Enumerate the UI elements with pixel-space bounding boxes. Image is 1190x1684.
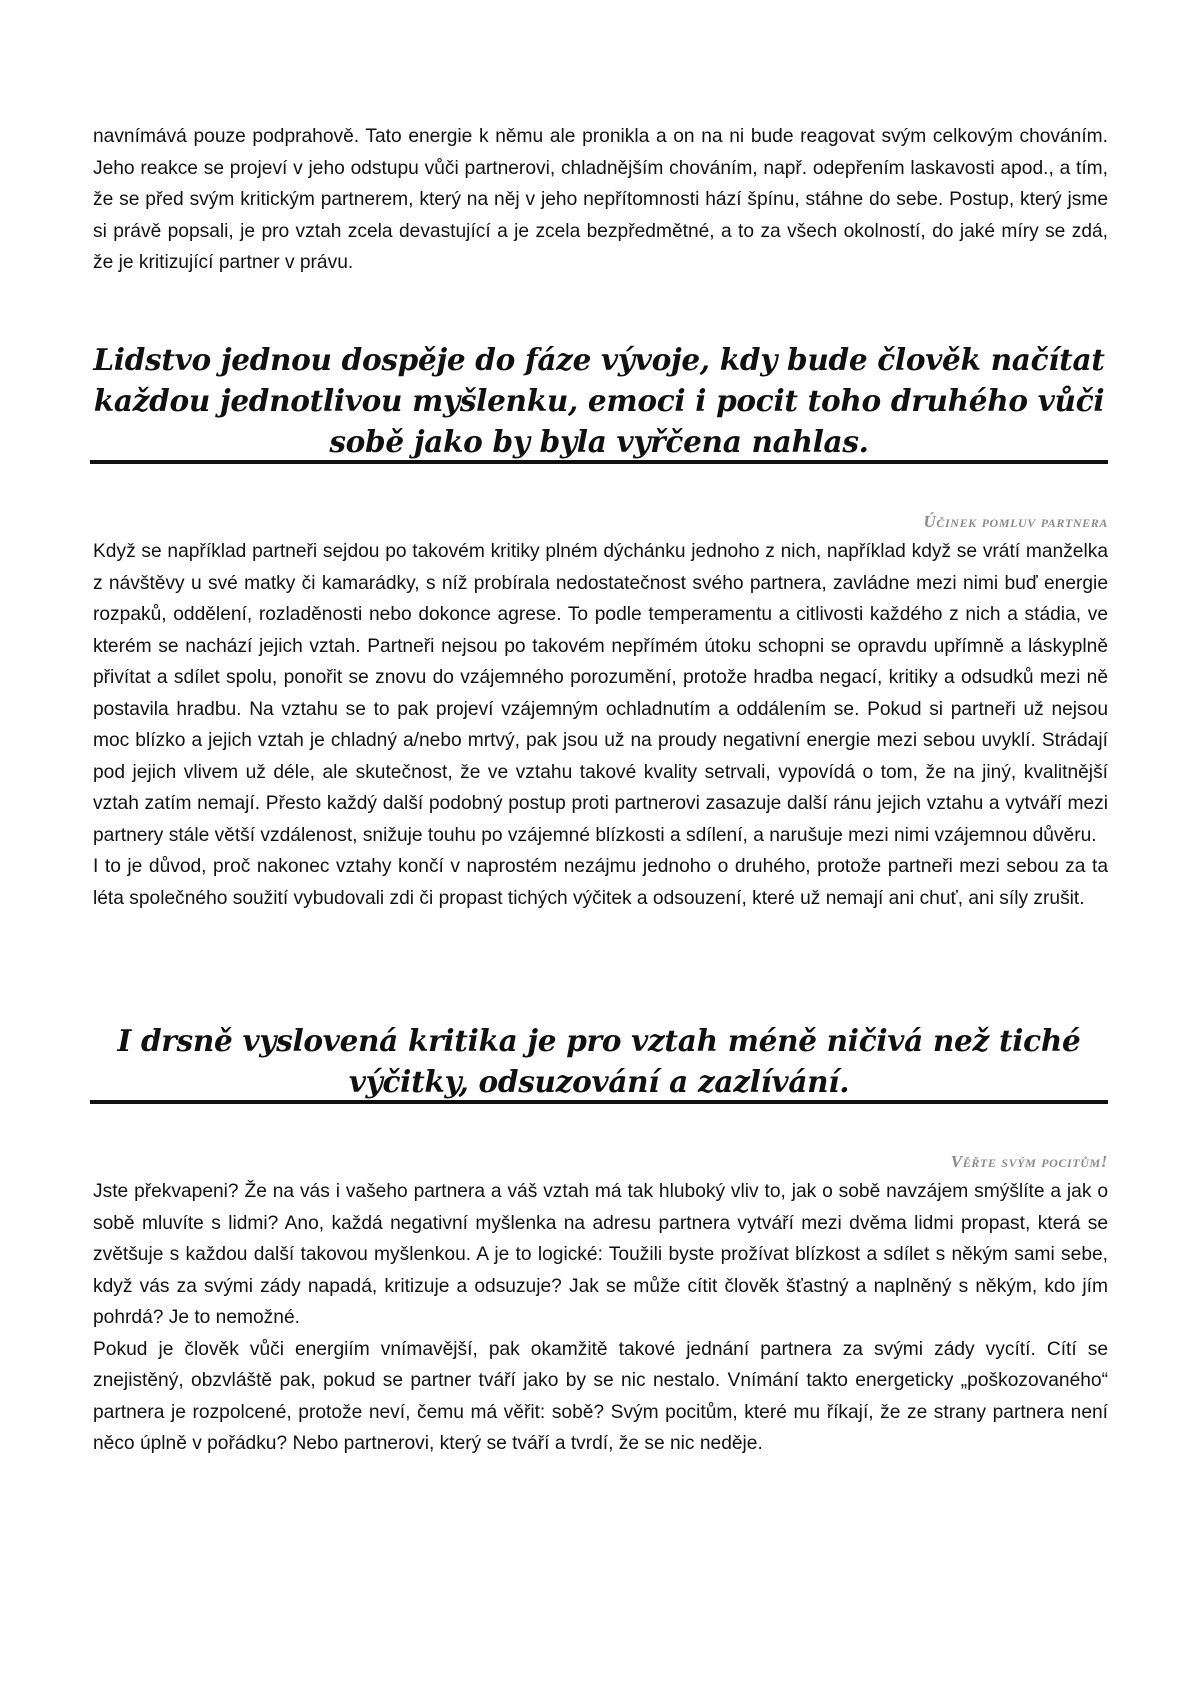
intro-block <box>93 121 1108 279</box>
quote-1-underline <box>90 460 1108 464</box>
pull-quote-2-text: I drsně vyslovená kritika je pro vztah méně ničivá než tiché výčitky, odsuzování a zazlívání. <box>117 1023 1081 1099</box>
section-heading-1: Účinek pomluv partnera <box>923 512 1108 531</box>
section-2-paragraph-1: Jste překvapeni? Že na vás i vašeho partnera a váš vztah má tak hluboký vliv to, jak o sobě navzájem smýšlíte a jak o sobě mluvíte s lidmi? Ano, každá negativní myšlenka na adresu partnera vytváří mezi dvěma lidmi propast, která se zvětšuje s každou další takovou myšlenkou. A je to logické: Toužili byste prožívat blízkost a sdílet s někým sami sebe, když vás za svými zády napadá, kritizuje a odsuzuje? Jak se může cítit člověk šťastný a naplněný s někým, kdo jím pohrdá? Je to nemožné. <box>93 1181 1108 1328</box>
section-1-body <box>93 536 1108 914</box>
intro-paragraph: navnímává pouze podprahově. Tato energie k němu ale pronikla a on na ni bude reagovat svým celkovým chováním. Jeho reakce se projeví v jeho odstupu vůči partnerovi, chladnějším chováním, např. odepřením laskavosti apod., a tím, že se před svým kritickým partnerem, který na něj v jeho nepřítomnosti hází špínu, stáhne do sebe. Postup, který jsme si právě popsali, je pro vztah zcela devastující a je zcela bezpředmětné, a to za všech okolností, do jaké míry se zdá, že je kritizující partner v právu. <box>93 126 1108 273</box>
section-2-body <box>93 1176 1108 1460</box>
pull-quote-2 <box>90 1020 1108 1102</box>
pull-quote-1 <box>90 339 1108 462</box>
pull-quote-1-text: Lidstvo jednou dospěje do fáze vývoje, kdy bude člověk načítat každou jednotlivou myšlenku, emoci i pocit toho druhého vůči sobě jako by byla vyřčena nahlas. <box>93 342 1105 459</box>
quote-2-underline <box>90 1100 1108 1104</box>
section-1-paragraph-2: I to je důvod, proč nakonec vztahy končí v naprostém nezájmu jednoho o druhého, protože partneři mezi sebou za ta léta společného soužití vybudovali zdi či propast tichých výčitek a odsouzení, které už nemají ani chuť, ani síly zrušit. <box>93 856 1108 909</box>
section-1-paragraph-1: Když se například partneři sejdou po takovém kritiky plném dýchánku jednoho z nich, například když se vrátí manželka z návštěvy u své matky či kamarádky, s níž probírala nedostatečnost svého partnera, zavládne mezi nimi buď energie rozpaků, oddělení, rozladěnosti nebo dokonce agrese. To podle temperamentu a citlivosti každého z nich a stádia, ve kterém se nachází jejich vztah. Partneři nejsou po takovém nepřímém útoku schopni se opravdu upřímně a láskyplně přivítat a sdílet spolu, ponořit se znovu do vzájemného porozumění, protože hradba negací, kritiky a odsudků mezi ně postavila hradbu. Na vztahu se to pak projeví vzájemným ochladnutím a oddálením se. Pokud si partneři už nejsou moc blízko a jejich vztah je chladný a/nebo mrtvý, pak jsou už na proudy negativní energie mezi sebou uvyklí. Strádají pod jejich vlivem už déle, ale skutečnost, že ve vztahu takové kvality setrvali, vypovídá o tom, že na jiný, kvalitnější vztah zatím nemají. Přesto každý další podobný postup proti partnerovi zasazuje další ránu jejich vztahu a vytváří mezi partnery stále větší vzdálenost, snižuje touhu po vzájemné blízkosti a sdílení, a narušuje mezi nimi vzájemnou důvěru. <box>93 541 1108 846</box>
section-heading-2: Věřte svým pocitům! <box>950 1152 1108 1171</box>
section-2-paragraph-2: Pokud je člověk vůči energiím vnímavější, pak okamžitě takové jednání partnera za svými zády vycítí. Cítí se znejistěný, obzvláště pak, pokud se partner tváří jako by se nic nestalo. Vnímání takto energeticky „poškozovaného“ partnera je rozpolcené, protože neví, čemu má věřit: sobě? Svým pocitům, které mu říkají, že ze strany partnera není něco úplně v pořádku? Nebo partnerovi, který se tváří a tvrdí, že se nic neděje. <box>93 1338 1108 1454</box>
